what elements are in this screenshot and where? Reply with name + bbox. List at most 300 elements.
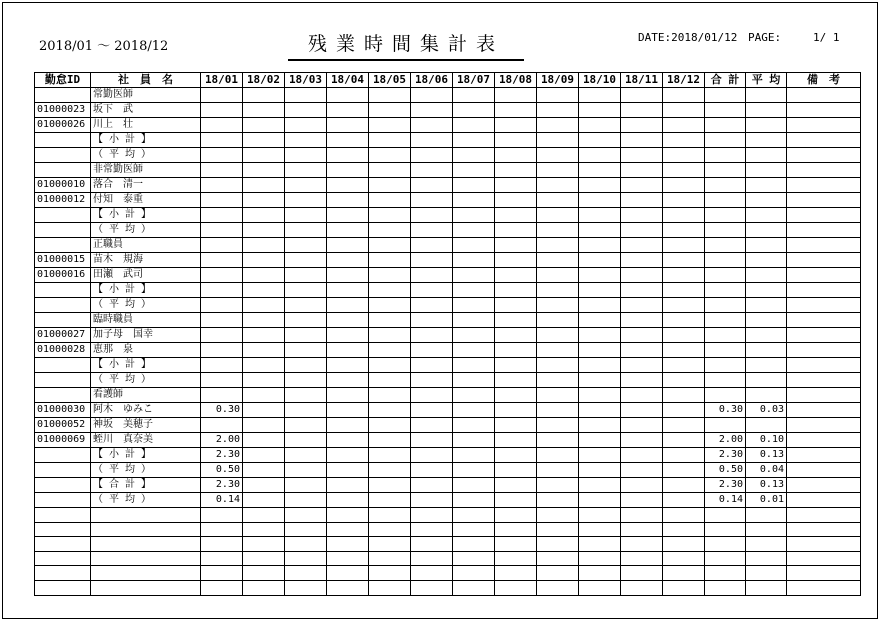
month-value-cell	[285, 566, 327, 581]
month-value-cell	[537, 103, 579, 118]
month-value-cell	[537, 537, 579, 552]
month-value-cell	[369, 88, 411, 103]
month-value-cell	[495, 88, 537, 103]
month-value-cell	[621, 283, 663, 298]
month-value-cell	[285, 463, 327, 478]
month-value-cell	[495, 313, 537, 328]
employee-name-cell: 坂下 武	[91, 103, 201, 118]
employee-name-cell: 落合 清一	[91, 178, 201, 193]
table-row	[35, 433, 861, 448]
total-cell	[705, 388, 746, 403]
month-value-cell	[579, 178, 621, 193]
month-value-cell	[369, 343, 411, 358]
employee-name-cell: 【 小 計 】	[91, 358, 201, 373]
month-value-cell	[411, 253, 453, 268]
month-value-cell	[285, 223, 327, 238]
employee-name-cell: 【 合 計 】	[91, 478, 201, 493]
employee-name-cell: 恵那 泉	[91, 343, 201, 358]
employee-id-cell	[35, 580, 91, 595]
month-value-cell	[285, 313, 327, 328]
month-value-cell	[621, 163, 663, 178]
employee-id-cell	[35, 388, 91, 403]
month-value-cell	[369, 238, 411, 253]
average-cell	[746, 418, 787, 433]
overtime-table	[34, 72, 861, 596]
month-value-cell	[663, 358, 705, 373]
table-row	[35, 223, 861, 238]
total-cell	[705, 283, 746, 298]
month-value-cell	[621, 537, 663, 552]
employee-id-cell: 01000028	[35, 343, 91, 358]
report-date: DATE:2018/01/12	[638, 31, 738, 44]
month-value-cell	[453, 478, 495, 493]
month-value-cell	[285, 133, 327, 148]
month-value-cell	[327, 566, 369, 581]
month-value-cell	[411, 343, 453, 358]
month-value-cell	[663, 118, 705, 133]
month-value-cell	[369, 178, 411, 193]
month-value-cell	[495, 403, 537, 418]
report-page	[2, 2, 878, 619]
employee-name-cell: 川上 壮	[91, 118, 201, 133]
month-value-cell	[327, 388, 369, 403]
month-value-cell	[663, 88, 705, 103]
column-header: 社 員 名	[91, 73, 201, 88]
employee-name-cell	[91, 551, 201, 566]
month-value-cell	[327, 433, 369, 448]
month-value-cell	[495, 238, 537, 253]
month-value-cell	[243, 268, 285, 283]
table-row	[35, 343, 861, 358]
month-value-cell	[243, 358, 285, 373]
month-value-cell	[201, 223, 243, 238]
month-value-cell	[285, 403, 327, 418]
month-value-cell	[663, 238, 705, 253]
month-value-cell	[537, 148, 579, 163]
note-cell	[787, 478, 861, 493]
table-row	[35, 133, 861, 148]
average-cell	[746, 358, 787, 373]
month-value-cell	[495, 388, 537, 403]
month-value-cell	[579, 551, 621, 566]
month-value-cell	[327, 463, 369, 478]
table-row	[35, 253, 861, 268]
employee-id-cell	[35, 522, 91, 537]
note-cell	[787, 283, 861, 298]
month-value-cell	[243, 433, 285, 448]
month-value-cell	[621, 298, 663, 313]
month-value-cell	[327, 522, 369, 537]
month-value-cell	[201, 551, 243, 566]
table-row	[35, 448, 861, 463]
table-header-row	[35, 73, 861, 88]
total-cell	[705, 537, 746, 552]
month-value-cell	[369, 193, 411, 208]
table-row	[35, 208, 861, 223]
month-value-cell	[243, 478, 285, 493]
month-value-cell	[663, 178, 705, 193]
total-cell	[705, 133, 746, 148]
employee-id-cell	[35, 298, 91, 313]
note-cell	[787, 373, 861, 388]
table-row	[35, 388, 861, 403]
month-value-cell	[579, 163, 621, 178]
employee-name-cell: 臨時職員	[91, 313, 201, 328]
month-value-cell	[537, 478, 579, 493]
month-value-cell	[327, 373, 369, 388]
month-value-cell	[663, 433, 705, 448]
month-value-cell	[579, 463, 621, 478]
month-value-cell	[579, 133, 621, 148]
month-value-cell	[537, 433, 579, 448]
employee-id-cell: 01000069	[35, 433, 91, 448]
month-value-cell	[663, 313, 705, 328]
average-cell	[746, 208, 787, 223]
total-cell	[705, 522, 746, 537]
month-value-cell	[327, 88, 369, 103]
month-value-cell	[243, 522, 285, 537]
month-value-cell	[453, 508, 495, 523]
table-row	[35, 148, 861, 163]
employee-name-cell	[91, 566, 201, 581]
month-value-cell	[621, 580, 663, 595]
month-value-cell	[663, 580, 705, 595]
month-value-cell	[243, 178, 285, 193]
total-cell: 2.30	[705, 478, 746, 493]
table-row	[35, 463, 861, 478]
column-header: 18/11	[621, 73, 663, 88]
employee-name-cell	[91, 508, 201, 523]
employee-name-cell: 看護師	[91, 388, 201, 403]
month-value-cell	[411, 537, 453, 552]
total-cell: 0.14	[705, 493, 746, 508]
month-value-cell	[243, 208, 285, 223]
total-cell	[705, 163, 746, 178]
employee-name-cell: 苗木 規海	[91, 253, 201, 268]
average-cell: 0.13	[746, 448, 787, 463]
month-value-cell	[285, 343, 327, 358]
month-value-cell	[201, 388, 243, 403]
month-value-cell	[453, 163, 495, 178]
month-value-cell	[243, 283, 285, 298]
employee-name-cell: 正職員	[91, 238, 201, 253]
month-value-cell	[495, 478, 537, 493]
column-header: 18/02	[243, 73, 285, 88]
employee-id-cell: 01000015	[35, 253, 91, 268]
month-value-cell	[327, 448, 369, 463]
employee-name-cell: 【 小 計 】	[91, 448, 201, 463]
month-value-cell	[579, 522, 621, 537]
month-value-cell	[201, 178, 243, 193]
month-value-cell	[537, 283, 579, 298]
month-value-cell	[537, 208, 579, 223]
month-value-cell	[537, 298, 579, 313]
month-value-cell	[621, 508, 663, 523]
month-value-cell	[327, 148, 369, 163]
month-value-cell	[243, 373, 285, 388]
month-value-cell	[621, 448, 663, 463]
month-value-cell	[327, 551, 369, 566]
month-value-cell	[537, 178, 579, 193]
month-value-cell	[411, 373, 453, 388]
employee-name-cell: （ 平 均 ）	[91, 148, 201, 163]
table-row	[35, 358, 861, 373]
total-cell	[705, 178, 746, 193]
column-header: 18/04	[327, 73, 369, 88]
average-cell	[746, 580, 787, 595]
month-value-cell	[495, 163, 537, 178]
column-header: 勤怠ID	[35, 73, 91, 88]
employee-id-cell: 01000010	[35, 178, 91, 193]
month-value-cell	[453, 133, 495, 148]
employee-name-cell: 【 小 計 】	[91, 208, 201, 223]
employee-id-cell: 01000030	[35, 403, 91, 418]
month-value-cell	[453, 238, 495, 253]
month-value-cell	[537, 403, 579, 418]
month-value-cell	[495, 283, 537, 298]
month-value-cell	[285, 253, 327, 268]
month-value-cell	[621, 223, 663, 238]
month-value-cell	[495, 418, 537, 433]
average-cell	[746, 223, 787, 238]
note-cell	[787, 418, 861, 433]
total-cell	[705, 193, 746, 208]
month-value-cell	[243, 88, 285, 103]
month-value-cell	[537, 448, 579, 463]
month-value-cell	[243, 223, 285, 238]
month-value-cell: 2.30	[201, 478, 243, 493]
employee-name-cell: （ 平 均 ）	[91, 373, 201, 388]
total-cell	[705, 103, 746, 118]
average-cell	[746, 118, 787, 133]
month-value-cell	[411, 522, 453, 537]
month-value-cell	[579, 493, 621, 508]
month-value-cell	[201, 358, 243, 373]
month-value-cell	[663, 551, 705, 566]
note-cell	[787, 343, 861, 358]
month-value-cell	[579, 580, 621, 595]
table-row	[35, 566, 861, 581]
month-value-cell	[243, 193, 285, 208]
month-value-cell: 0.50	[201, 463, 243, 478]
month-value-cell	[201, 298, 243, 313]
month-value-cell	[327, 208, 369, 223]
month-value-cell	[411, 463, 453, 478]
month-value-cell	[201, 238, 243, 253]
month-value-cell	[327, 193, 369, 208]
month-value-cell	[411, 88, 453, 103]
note-cell	[787, 298, 861, 313]
table-row	[35, 193, 861, 208]
month-value-cell	[579, 566, 621, 581]
month-value-cell	[537, 238, 579, 253]
employee-id-cell: 01000052	[35, 418, 91, 433]
note-cell	[787, 193, 861, 208]
month-value-cell	[621, 433, 663, 448]
month-value-cell	[285, 283, 327, 298]
month-value-cell	[537, 118, 579, 133]
month-value-cell	[327, 478, 369, 493]
month-value-cell	[663, 148, 705, 163]
column-header: 18/09	[537, 73, 579, 88]
note-cell	[787, 103, 861, 118]
month-value-cell	[243, 133, 285, 148]
month-value-cell	[369, 283, 411, 298]
month-value-cell	[579, 537, 621, 552]
month-value-cell	[663, 133, 705, 148]
month-value-cell	[243, 163, 285, 178]
page-label: PAGE:	[748, 31, 782, 44]
month-value-cell	[621, 193, 663, 208]
month-value-cell	[579, 193, 621, 208]
average-cell: 0.03	[746, 403, 787, 418]
employee-id-cell	[35, 566, 91, 581]
table-row	[35, 328, 861, 343]
column-header: 18/01	[201, 73, 243, 88]
month-value-cell	[579, 283, 621, 298]
month-value-cell	[411, 193, 453, 208]
month-value-cell	[369, 328, 411, 343]
month-value-cell	[453, 343, 495, 358]
employee-id-cell	[35, 478, 91, 493]
note-cell	[787, 148, 861, 163]
column-header: 18/05	[369, 73, 411, 88]
average-cell	[746, 253, 787, 268]
table-row	[35, 478, 861, 493]
note-cell	[787, 580, 861, 595]
average-cell	[746, 343, 787, 358]
month-value-cell	[285, 537, 327, 552]
month-value-cell	[243, 508, 285, 523]
month-value-cell	[621, 178, 663, 193]
month-value-cell	[579, 343, 621, 358]
month-value-cell	[327, 238, 369, 253]
month-value-cell	[285, 148, 327, 163]
month-value-cell	[243, 566, 285, 581]
table-row	[35, 268, 861, 283]
note-cell	[787, 388, 861, 403]
month-value-cell	[495, 463, 537, 478]
table-row	[35, 88, 861, 103]
month-value-cell	[579, 253, 621, 268]
month-value-cell	[201, 508, 243, 523]
employee-name-cell: （ 平 均 ）	[91, 463, 201, 478]
month-value-cell	[663, 343, 705, 358]
month-value-cell	[411, 328, 453, 343]
month-value-cell	[327, 283, 369, 298]
month-value-cell	[369, 388, 411, 403]
employee-id-cell	[35, 163, 91, 178]
month-value-cell	[201, 328, 243, 343]
month-value-cell	[621, 493, 663, 508]
month-value-cell	[243, 551, 285, 566]
employee-id-cell	[35, 223, 91, 238]
month-value-cell	[495, 223, 537, 238]
month-value-cell	[327, 418, 369, 433]
month-value-cell	[495, 508, 537, 523]
month-value-cell	[579, 508, 621, 523]
month-value-cell	[621, 463, 663, 478]
month-value-cell	[285, 418, 327, 433]
month-value-cell	[663, 463, 705, 478]
month-value-cell	[411, 148, 453, 163]
month-value-cell	[663, 103, 705, 118]
total-cell	[705, 580, 746, 595]
month-value-cell: 2.00	[201, 433, 243, 448]
month-value-cell	[663, 328, 705, 343]
month-value-cell	[495, 493, 537, 508]
month-value-cell	[453, 537, 495, 552]
month-value-cell	[453, 358, 495, 373]
month-value-cell	[453, 313, 495, 328]
note-cell	[787, 448, 861, 463]
month-value-cell	[201, 88, 243, 103]
month-value-cell	[579, 268, 621, 283]
note-cell	[787, 551, 861, 566]
month-value-cell	[579, 373, 621, 388]
month-value-cell	[411, 418, 453, 433]
note-cell	[787, 313, 861, 328]
month-value-cell	[285, 193, 327, 208]
month-value-cell	[327, 343, 369, 358]
average-cell	[746, 88, 787, 103]
employee-name-cell: （ 平 均 ）	[91, 493, 201, 508]
table-row	[35, 493, 861, 508]
table-row	[35, 418, 861, 433]
employee-id-cell: 01000016	[35, 268, 91, 283]
month-value-cell	[453, 418, 495, 433]
month-value-cell	[579, 118, 621, 133]
month-value-cell	[579, 298, 621, 313]
total-cell	[705, 88, 746, 103]
total-cell: 0.50	[705, 463, 746, 478]
month-value-cell	[201, 148, 243, 163]
month-value-cell	[285, 448, 327, 463]
month-value-cell	[369, 566, 411, 581]
total-cell	[705, 566, 746, 581]
month-value-cell	[369, 373, 411, 388]
employee-id-cell	[35, 313, 91, 328]
month-value-cell	[411, 313, 453, 328]
note-cell	[787, 537, 861, 552]
month-value-cell	[621, 208, 663, 223]
page-number: 1/ 1	[813, 31, 840, 44]
month-value-cell	[579, 403, 621, 418]
month-value-cell	[243, 418, 285, 433]
month-value-cell	[285, 388, 327, 403]
month-value-cell	[411, 178, 453, 193]
average-cell	[746, 193, 787, 208]
month-value-cell	[201, 537, 243, 552]
table-row	[35, 537, 861, 552]
month-value-cell	[369, 403, 411, 418]
month-value-cell	[243, 448, 285, 463]
total-cell	[705, 208, 746, 223]
month-value-cell	[243, 388, 285, 403]
month-value-cell	[201, 566, 243, 581]
month-value-cell	[411, 448, 453, 463]
month-value-cell	[579, 238, 621, 253]
month-value-cell	[495, 118, 537, 133]
table-row	[35, 580, 861, 595]
month-value-cell	[579, 103, 621, 118]
month-value-cell	[369, 208, 411, 223]
month-value-cell	[369, 118, 411, 133]
month-value-cell	[453, 463, 495, 478]
month-value-cell	[537, 522, 579, 537]
month-value-cell	[201, 118, 243, 133]
total-cell	[705, 508, 746, 523]
